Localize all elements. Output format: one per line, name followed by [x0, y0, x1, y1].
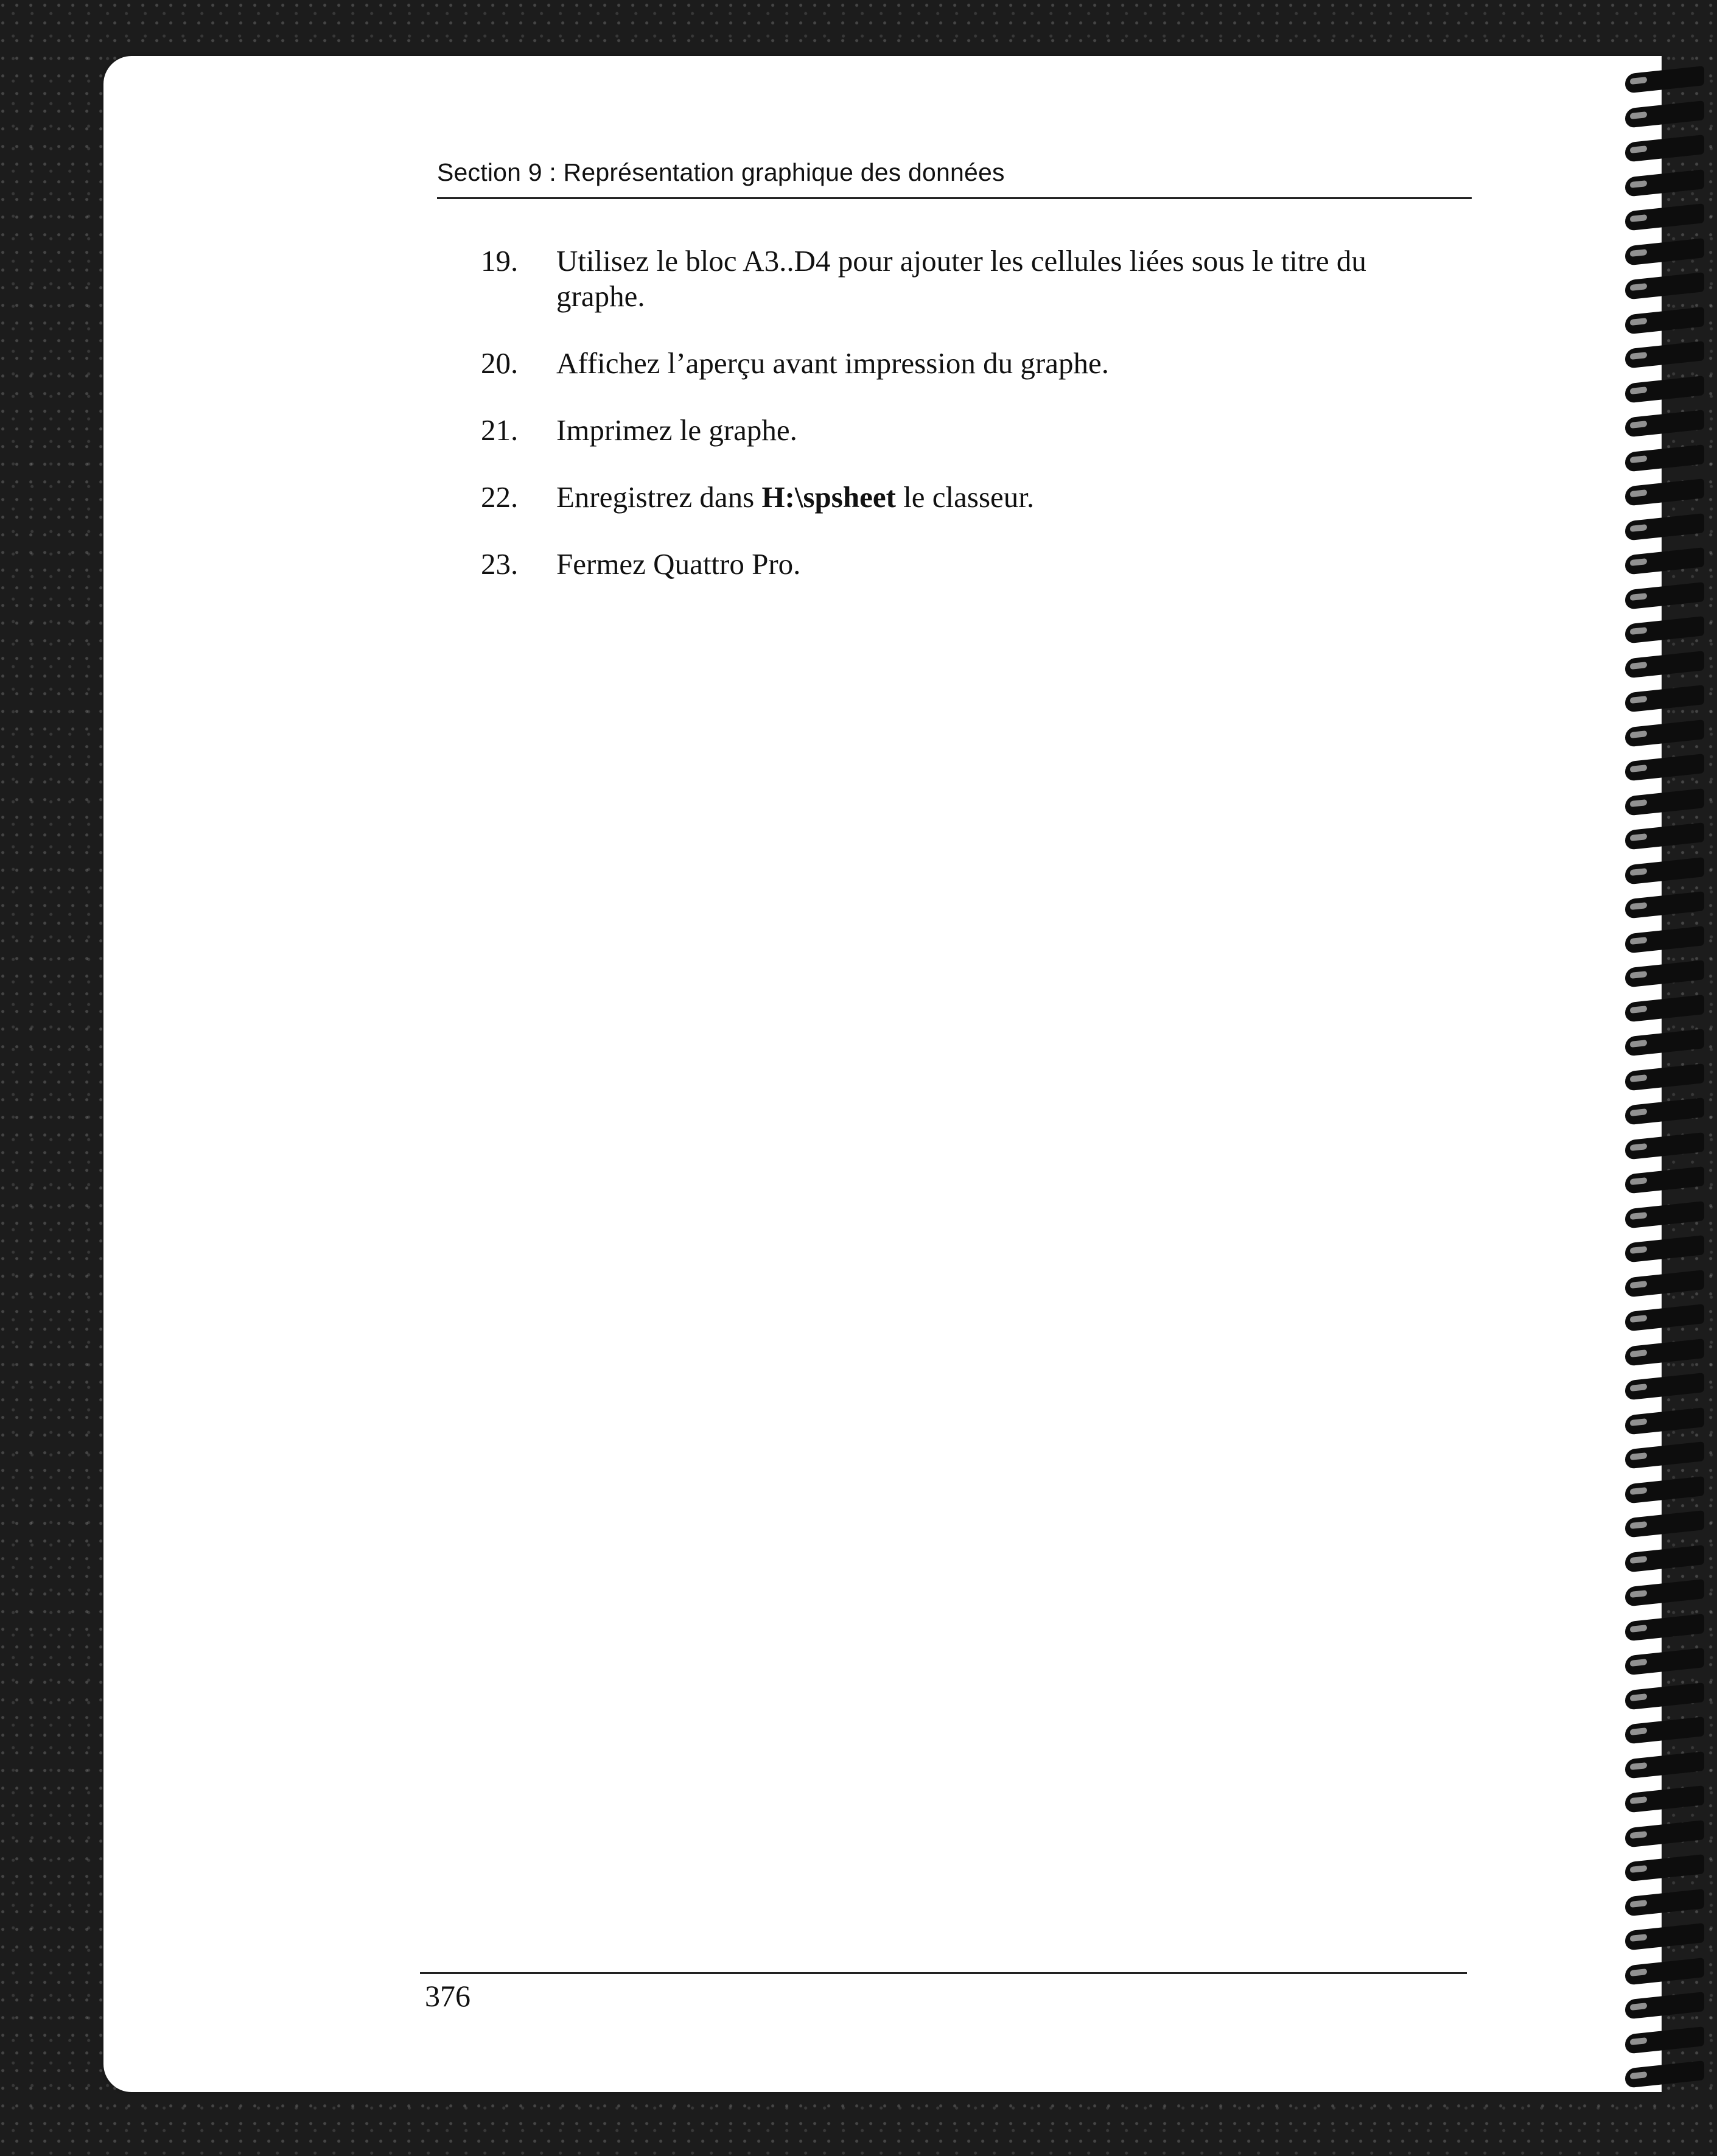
spiral-ring	[1625, 995, 1704, 1023]
spiral-ring	[1625, 685, 1704, 713]
instruction-text: Utilisez le bloc A3..D4 pour ajouter les cellules liées sous le titre du graphe.	[556, 244, 1366, 313]
spiral-ring	[1625, 1820, 1704, 1848]
spiral-ring	[1625, 1476, 1704, 1504]
section-header: Section 9 : Représentation graphique des données	[437, 158, 1005, 186]
spiral-ring	[1625, 1510, 1704, 1538]
spiral-ring	[1625, 1097, 1704, 1125]
footer-divider	[420, 1972, 1467, 1974]
spiral-ring	[1625, 1785, 1704, 1813]
spiral-ring	[1625, 1063, 1704, 1091]
spiral-ring	[1625, 1579, 1704, 1607]
spiral-ring	[1625, 1717, 1704, 1745]
spiral-ring	[1625, 1304, 1704, 1332]
spiral-binding	[1619, 70, 1717, 2097]
spiral-ring	[1625, 203, 1704, 231]
spiral-ring	[1625, 100, 1704, 128]
instruction-item-21	[481, 413, 1430, 448]
spiral-ring	[1625, 1992, 1704, 2020]
spiral-ring	[1625, 444, 1704, 472]
spiral-ring	[1625, 1682, 1704, 1710]
spiral-ring	[1625, 547, 1704, 575]
spiral-ring	[1625, 410, 1704, 438]
spiral-ring	[1625, 788, 1704, 816]
spiral-ring	[1625, 1235, 1704, 1263]
spiral-ring	[1625, 857, 1704, 885]
spiral-ring	[1625, 66, 1704, 94]
spiral-ring	[1625, 341, 1704, 369]
spiral-ring	[1625, 1270, 1704, 1298]
spiral-ring	[1625, 1889, 1704, 1917]
header-divider	[437, 197, 1472, 199]
instruction-text: Fermez Quattro Pro.	[556, 547, 801, 581]
spiral-ring	[1625, 1614, 1704, 1642]
spiral-ring	[1625, 1751, 1704, 1779]
spiral-ring	[1625, 376, 1704, 404]
spiral-ring	[1625, 960, 1704, 988]
spiral-ring	[1625, 1201, 1704, 1229]
instruction-item-23	[481, 547, 1430, 582]
spiral-ring	[1625, 1545, 1704, 1573]
instruction-number: 23.	[481, 547, 519, 581]
instruction-text: Affichez l’aperçu avant impression du graphe.	[556, 346, 1109, 380]
instruction-text-part: le classeur.	[895, 480, 1035, 514]
spiral-ring	[1625, 272, 1704, 300]
spiral-ring	[1625, 1958, 1704, 1986]
spiral-ring	[1625, 307, 1704, 335]
instruction-item-19	[481, 243, 1430, 314]
spiral-ring	[1625, 1339, 1704, 1367]
spiral-ring	[1625, 1132, 1704, 1160]
spiral-ring	[1625, 616, 1704, 644]
spiral-ring	[1625, 1648, 1704, 1676]
instruction-number: 20.	[481, 346, 519, 380]
spiral-ring	[1625, 169, 1704, 197]
instruction-number: 19.	[481, 244, 519, 278]
spiral-ring	[1625, 891, 1704, 919]
spiral-ring	[1625, 582, 1704, 610]
spiral-ring	[1625, 1923, 1704, 1951]
file-path: H:\spsheet	[761, 480, 896, 514]
spiral-ring	[1625, 1407, 1704, 1435]
spiral-ring	[1625, 1373, 1704, 1401]
instruction-text	[556, 480, 1034, 514]
spiral-ring	[1625, 1029, 1704, 1057]
spiral-ring	[1625, 926, 1704, 954]
spiral-ring	[1625, 2060, 1704, 2088]
instruction-item-22	[481, 480, 1430, 515]
instruction-number: 21.	[481, 413, 519, 447]
spiral-ring	[1625, 513, 1704, 541]
instruction-text-part: Enregistrez dans	[556, 480, 762, 514]
spiral-ring	[1625, 822, 1704, 850]
spiral-ring	[1625, 478, 1704, 506]
instruction-item-20	[481, 346, 1430, 381]
spiral-ring	[1625, 135, 1704, 163]
spiral-ring	[1625, 754, 1704, 782]
spiral-ring	[1625, 238, 1704, 266]
spiral-ring	[1625, 1166, 1704, 1194]
spiral-ring	[1625, 2026, 1704, 2054]
spiral-ring	[1625, 651, 1704, 679]
spiral-ring	[1625, 1441, 1704, 1469]
instruction-list	[481, 243, 1430, 614]
spiral-ring	[1625, 1854, 1704, 1882]
instruction-text: Imprimez le graphe.	[556, 413, 797, 447]
spiral-ring	[1625, 719, 1704, 747]
instruction-number: 22.	[481, 480, 519, 514]
page-number: 376	[425, 1979, 470, 2013]
